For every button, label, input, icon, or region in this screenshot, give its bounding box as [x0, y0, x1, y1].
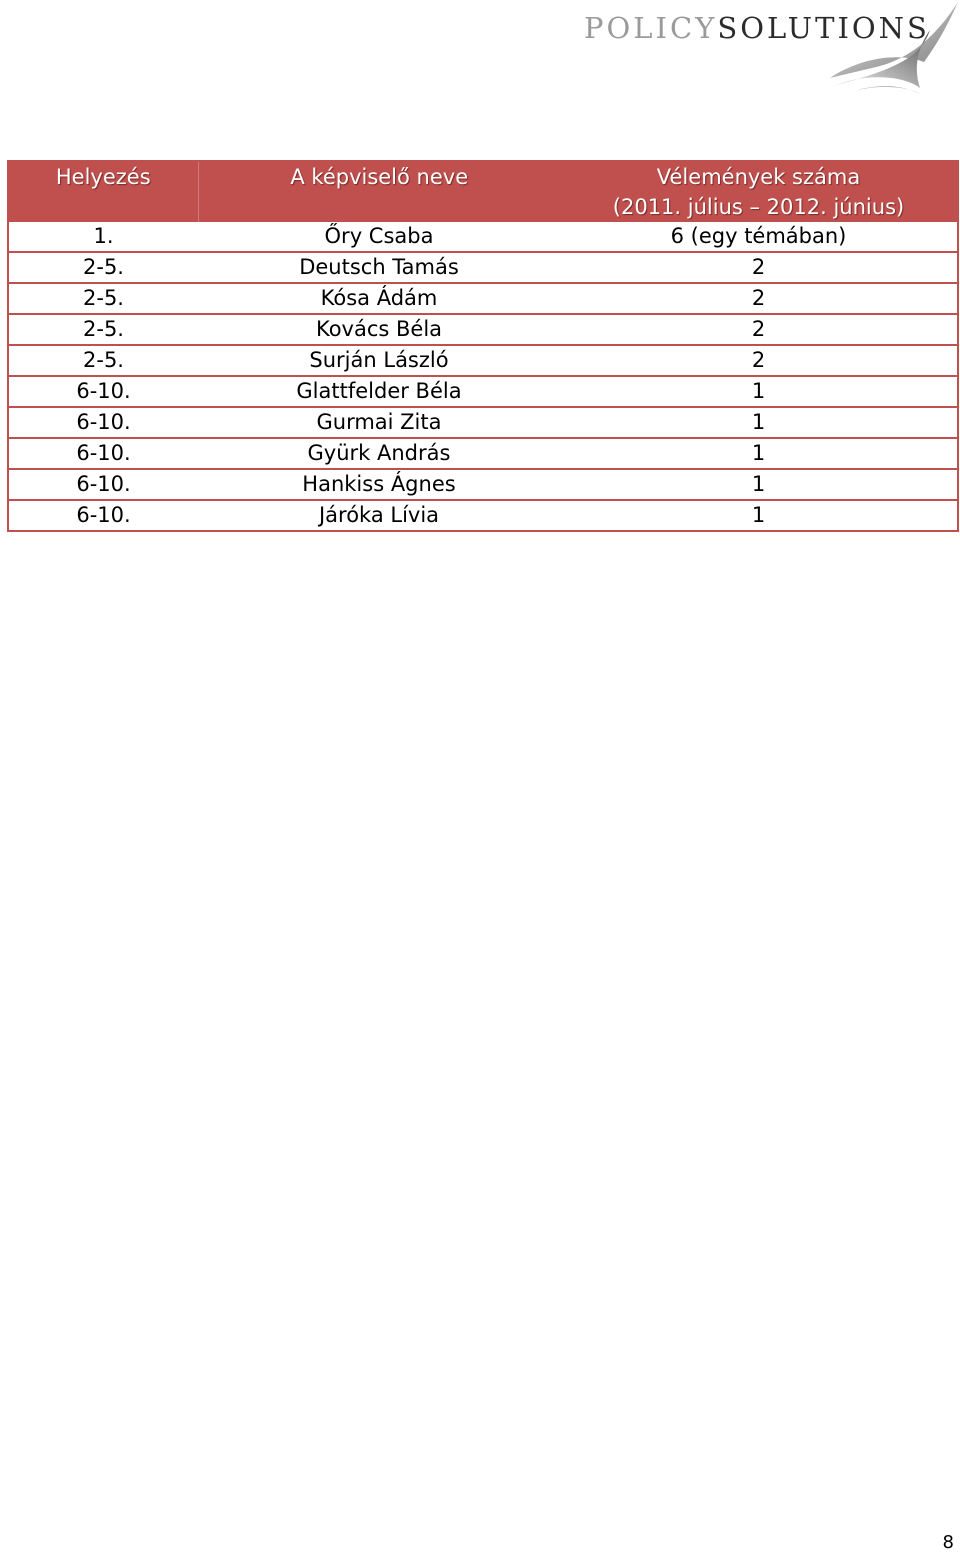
- name-cell: Kósa Ádám: [198, 283, 560, 314]
- policy-solutions-logo: [582, 0, 960, 96]
- table-row: [8, 407, 958, 438]
- rank-cell: 6-10.: [8, 376, 198, 407]
- table-row: [8, 438, 958, 469]
- opinion-count-cell: 2: [560, 345, 958, 376]
- ranking-table: [7, 160, 959, 532]
- table-row: [8, 222, 958, 252]
- rank-cell: 2-5.: [8, 283, 198, 314]
- logo-text-policy: POLICY: [584, 11, 718, 45]
- opinion-count-cell: 2: [560, 283, 958, 314]
- name-cell: Surján László: [198, 345, 560, 376]
- name-cell: Hankiss Ágnes: [198, 469, 560, 500]
- rank-cell: 2-5.: [8, 252, 198, 283]
- table-row: [8, 376, 958, 407]
- name-cell: Gyürk András: [198, 438, 560, 469]
- header-opinion-count: [560, 161, 958, 222]
- page-number: 8: [942, 1532, 954, 1553]
- header-opinion-count-line2: (2011. július – 2012. június): [612, 195, 905, 219]
- table-row: [8, 283, 958, 314]
- rank-cell: 2-5.: [8, 345, 198, 376]
- rank-cell: 6-10.: [8, 407, 198, 438]
- name-cell: Járóka Lívia: [198, 500, 560, 531]
- header-rank: Helyezés: [8, 161, 198, 222]
- header-name: A képviselő neve: [198, 161, 560, 222]
- name-cell: Kovács Béla: [198, 314, 560, 345]
- table-row: [8, 314, 958, 345]
- opinion-count-cell: 1: [560, 438, 958, 469]
- opinion-count-cell: 6 (egy témában): [560, 222, 958, 252]
- opinion-count-cell: 1: [560, 500, 958, 531]
- opinion-count-cell: 1: [560, 407, 958, 438]
- rank-cell: 6-10.: [8, 500, 198, 531]
- opinion-count-cell: 2: [560, 252, 958, 283]
- name-cell: Deutsch Tamás: [198, 252, 560, 283]
- name-cell: Gurmai Zita: [198, 407, 560, 438]
- logo-swoosh-icon: [820, 0, 960, 96]
- opinion-count-cell: 1: [560, 469, 958, 500]
- header-opinion-count-line1: Vélemények száma: [656, 165, 861, 189]
- rank-cell: 1.: [8, 222, 198, 252]
- table-row: [8, 345, 958, 376]
- logo-text-solutions: SOLUTIONS: [717, 11, 930, 45]
- table-header-row: [8, 161, 958, 222]
- opinion-count-cell: 2: [560, 314, 958, 345]
- rank-cell: 6-10.: [8, 469, 198, 500]
- table-row: [8, 469, 958, 500]
- rank-cell: 6-10.: [8, 438, 198, 469]
- name-cell: Glattfelder Béla: [198, 376, 560, 407]
- rank-cell: 2-5.: [8, 314, 198, 345]
- opinion-count-cell: 1: [560, 376, 958, 407]
- table-row: [8, 500, 958, 531]
- name-cell: Őry Csaba: [198, 222, 560, 252]
- table-row: [8, 252, 958, 283]
